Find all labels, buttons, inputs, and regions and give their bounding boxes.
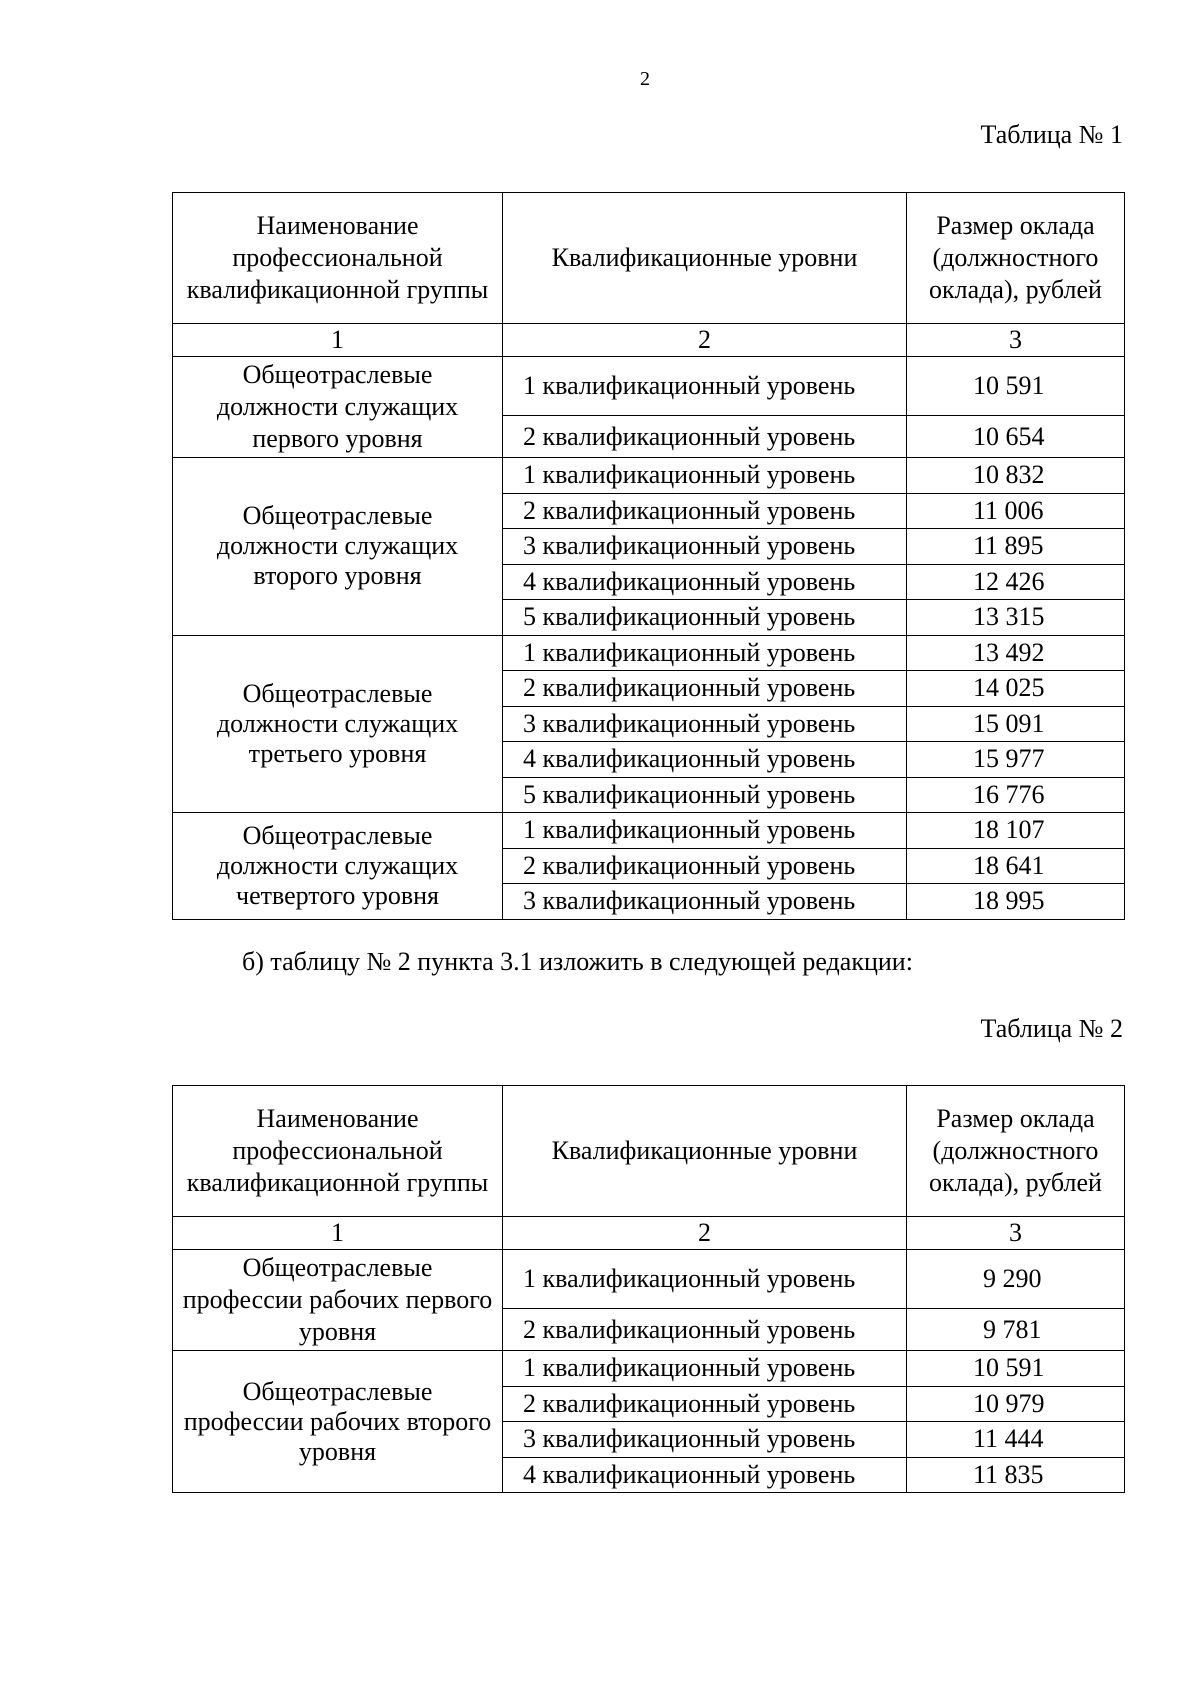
table-row (173, 1351, 1125, 1387)
column-number: 3 (907, 324, 1125, 357)
salary-cell: 10 591 (907, 1351, 1125, 1387)
group-name: Общеотраслевые должности служащих четвертого уровня (173, 813, 503, 920)
group-name: Общеотраслевые профессии рабочих первого уровня (173, 1250, 503, 1351)
column-number: 1 (173, 1217, 503, 1250)
salary-cell: 18 995 (907, 884, 1125, 920)
salary-table-1 (172, 192, 1125, 920)
salary-cell: 11 006 (907, 493, 1125, 529)
level-cell: 2 квалификационный уровень (503, 1309, 907, 1351)
salary-cell: 13 492 (907, 635, 1125, 671)
column-number: 2 (503, 324, 907, 357)
table-1-caption: Таблица № 1 (980, 120, 1123, 149)
header-group-name: Наименование профессиональной квалификационной группы (173, 193, 503, 324)
salary-cell: 10 832 (907, 458, 1125, 494)
level-cell: 1 квалификационный уровень (503, 813, 907, 849)
level-cell: 1 квалификационный уровень (503, 1351, 907, 1387)
level-cell: 2 квалификационный уровень (503, 848, 907, 884)
salary-cell: 15 977 (907, 742, 1125, 778)
header-salary: Размер оклада (должностного оклада), рублей (907, 193, 1125, 324)
table-header-row (173, 193, 1125, 324)
salary-cell: 10 591 (907, 357, 1125, 416)
level-cell: 5 квалификационный уровень (503, 777, 907, 813)
level-cell: 1 квалификационный уровень (503, 458, 907, 494)
group-name: Общеотраслевые должности служащих второго уровня (173, 458, 503, 636)
level-cell: 4 квалификационный уровень (503, 1457, 907, 1493)
level-cell: 3 квалификационный уровень (503, 706, 907, 742)
salary-cell: 11 895 (907, 529, 1125, 565)
column-number-row (173, 1217, 1125, 1250)
salary-cell: 11 444 (907, 1422, 1125, 1458)
header-levels: Квалификационные уровни (503, 193, 907, 324)
level-cell: 2 квалификационный уровень (503, 493, 907, 529)
salary-cell: 9 781 (907, 1309, 1125, 1351)
level-cell: 2 квалификационный уровень (503, 416, 907, 458)
salary-cell: 16 776 (907, 777, 1125, 813)
table-2-caption: Таблица № 2 (980, 1014, 1123, 1043)
salary-cell: 15 091 (907, 706, 1125, 742)
group-name: Общеотраслевые должности служащих третьего уровня (173, 635, 503, 813)
page-number: 2 (640, 68, 650, 90)
salary-cell: 9 290 (907, 1250, 1125, 1309)
level-cell: 2 квалификационный уровень (503, 1386, 907, 1422)
salary-table-2 (172, 1085, 1125, 1493)
column-number: 3 (907, 1217, 1125, 1250)
column-number: 2 (503, 1217, 907, 1250)
level-cell: 4 квалификационный уровень (503, 564, 907, 600)
level-cell: 3 квалификационный уровень (503, 529, 907, 565)
column-number: 1 (173, 324, 503, 357)
header-group-name: Наименование профессиональной квалификационной группы (173, 1086, 503, 1217)
table-row (173, 813, 1125, 849)
salary-cell: 10 654 (907, 416, 1125, 458)
table-row (173, 1250, 1125, 1309)
table-header-row (173, 1086, 1125, 1217)
level-cell: 3 квалификационный уровень (503, 884, 907, 920)
salary-cell: 18 107 (907, 813, 1125, 849)
salary-cell: 12 426 (907, 564, 1125, 600)
salary-cell: 14 025 (907, 671, 1125, 707)
level-cell: 4 квалификационный уровень (503, 742, 907, 778)
group-name: Общеотраслевые должности служащих первого уровня (173, 357, 503, 458)
header-levels: Квалификационные уровни (503, 1086, 907, 1217)
salary-cell: 13 315 (907, 600, 1125, 636)
salary-cell: 11 835 (907, 1457, 1125, 1493)
level-cell: 1 квалификационный уровень (503, 635, 907, 671)
table-row (173, 635, 1125, 671)
level-cell: 3 квалификационный уровень (503, 1422, 907, 1458)
column-number-row (173, 324, 1125, 357)
level-cell: 2 квалификационный уровень (503, 671, 907, 707)
group-name: Общеотраслевые профессии рабочих второго уровня (173, 1351, 503, 1493)
header-salary: Размер оклада (должностного оклада), рублей (907, 1086, 1125, 1217)
salary-cell: 10 979 (907, 1386, 1125, 1422)
table-row (173, 458, 1125, 494)
table-row (173, 357, 1125, 416)
amendment-paragraph: б) таблицу № 2 пункта 3.1 изложить в следующей редакции: (242, 947, 913, 976)
level-cell: 1 квалификационный уровень (503, 1250, 907, 1309)
level-cell: 1 квалификационный уровень (503, 357, 907, 416)
salary-cell: 18 641 (907, 848, 1125, 884)
level-cell: 5 квалификационный уровень (503, 600, 907, 636)
